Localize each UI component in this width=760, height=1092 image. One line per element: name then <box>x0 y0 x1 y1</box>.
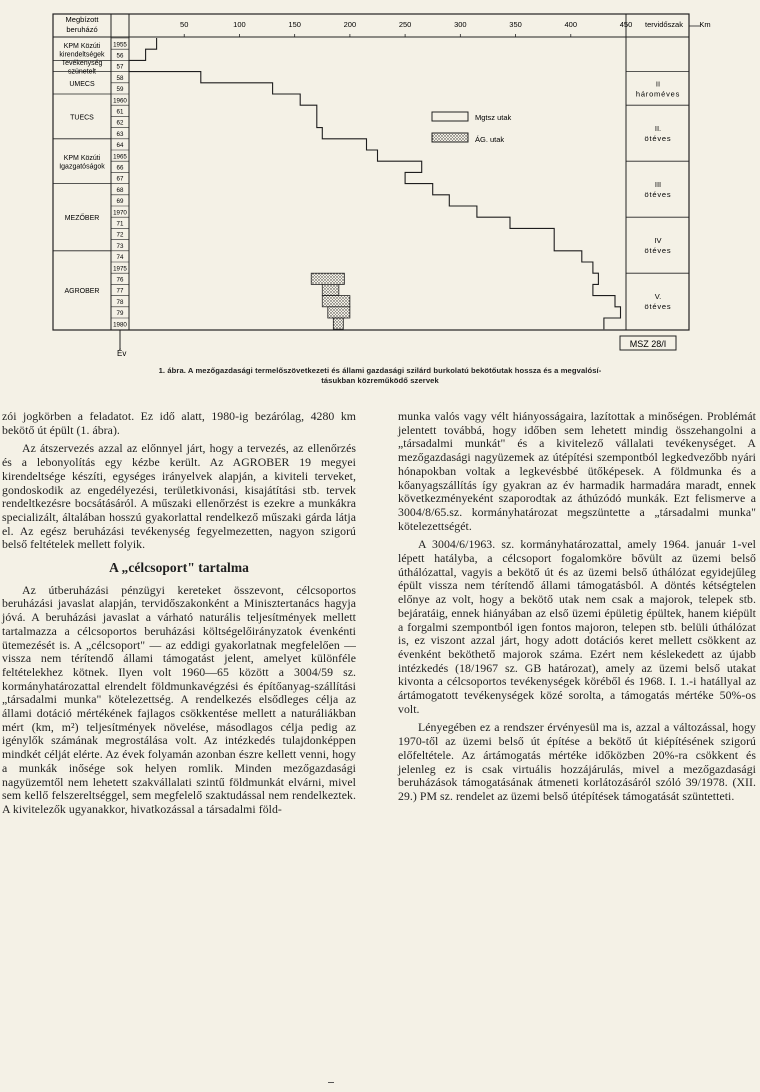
year-label: 76 <box>116 276 124 284</box>
period-name: ötéves <box>644 246 672 256</box>
ag-bar <box>311 273 344 284</box>
investor-label: MEZŐBER <box>64 215 100 223</box>
period-number: IV <box>654 236 662 246</box>
ag-bar <box>322 284 339 295</box>
year-label: 78 <box>116 298 124 306</box>
x-tick-label: 50 <box>180 20 189 29</box>
page-footer-mark <box>328 1082 334 1083</box>
x-tick-label: 450 <box>619 20 633 29</box>
investor-label: UMECS <box>69 80 95 88</box>
left-paragraph-2: Az átszervezés azzal az előnnyel járt, hogy a tervezés, az ellenőrzés és a lebonyolítás egy kézbe került. Az AGROBER 19 megyei kirendeltsége készíti, egységes irányelvek alapján, a kiviteli terveket, gondoskodik az engedélyezési, területkivonási, kisajátítási stb. tervek rendeltkezésre bocsátásáról. A műszaki ellenőrzést is ezekre a munkákra specializált, általában hosszú gyakorlattal rendelkező műszaki gárda látja el. Az egész beruházási tevékenység fegyelmezetten, nagyon szigorú belső feltételek mellett folyik. <box>2 441 356 552</box>
year-label: 1965 <box>113 153 127 161</box>
year-label: 64 <box>116 142 124 150</box>
year-label: 62 <box>116 119 124 127</box>
right-paragraph-2: A 3004/6/1963. sz. kormányhatározattal, amely 1964. január 1-vel lépett hatályba, a célcsoport fogalomköre bővült az üzemi belső úthálózattal, vagyis a bekötő út és az üzemi belső úthálózat egyidejűleg épült vissza nem térítendő állami támogatásból. A döntés kétségtelen előnye az volt, hogy a bekötő utak nem csak a majorok, telepek stb. bejáratáig, ennek hiányában az első üzemi épületig épültek, hanem kiépült a forgalmi szempontból igen fontos majoron, telepen stb. belüli úthálózat is, ez viszont azzal járt, hogy adott dotációs keret mellett csökkent az évenként beköthető majorok száma. Ezért nem késlekedett az újabb intézkedés (18/1967 sz. GB határozat), amely az üzemi belső utakat kivonta a célcsoportos tevékenységek köréből és 1968. I. 1.-i hatállyal az ártámogatott tevékenységek közé sorolta, a támogatás mértéke 50%-os volt. <box>398 537 756 716</box>
period-number: II <box>655 79 661 89</box>
legend-mgtsz-swatch <box>432 112 468 121</box>
x-tick-label: 200 <box>343 20 357 29</box>
investor-label: KPM Közúti <box>63 42 101 50</box>
year-label: 1975 <box>113 265 127 273</box>
year-label: 68 <box>116 186 124 194</box>
year-label: 1960 <box>113 97 127 105</box>
header-label-l1: Megbízott <box>65 15 99 24</box>
figure-caption <box>60 366 700 386</box>
chart-frame <box>53 14 689 330</box>
year-label: 59 <box>116 86 124 94</box>
year-label: 71 <box>116 220 124 228</box>
period-header: tervidőszak <box>645 20 683 29</box>
year-label: 67 <box>116 175 124 183</box>
mgtsz-bar-ends <box>129 38 621 329</box>
year-label: 1980 <box>113 321 127 329</box>
year-label: 57 <box>116 63 124 71</box>
year-label: 69 <box>116 198 124 206</box>
year-label: 74 <box>116 254 124 262</box>
investor-label: KPM Közúti <box>63 154 101 162</box>
year-label: 63 <box>116 130 124 138</box>
left-paragraph-3: Az útberuházási pénzügyi kereteket összevont, célcsoportos beruházási javaslat alapján, tervidőszakonként a Minisztertanács hagyja jóvá. A beruházási javaslat a várható naturális teljesítmények mellett tartalmazza a célcsoportos beruházási költségelőirányzatok évenkénti ütemezését is. A „célcsoport" — az eddigi gyakorlatnak megfelelően — vissza nem térítendő állami támogatást jelent, amelyet különféle feltételekhez kötnek. Ilyen volt 1960—65 között a 3004/59 sz. kormányhatározattal elrendelt földmunkavégzési és építőanyag-szállítási „társadalmi munka" kötelezettség. A rendelkezés elsődleges célja az állami dotáció mértékének fajlagos csökkentése mellett a naturáliákban mért (km, m²) teljesítmények növelése, másodlagos célja pedig az igénylők számának megrostálása volt. Az intézkedés tulajdonképpen mindkét célját elérte. Az évek folyamán azonban észre kellett venni, hogy a munkák inősége sok helyen romlik. Minden mezőgazdasági nagyüzemtől nem lehetett szakvállalati szintű földmunkát elvárni, mivel sem kellő felszereltséggel, sem megfelelő szaktudással nem rendelkeztek. A kivitelezők ugyanakkor, hivatkozással a társadalmi föld- <box>2 582 356 816</box>
legend-mgtsz-label: Mgtsz utak <box>475 113 512 122</box>
x-unit-label: Km <box>699 20 711 29</box>
left-column <box>2 410 356 822</box>
period-name: ötéves <box>644 134 672 144</box>
ag-bar <box>322 296 350 307</box>
period-number: V. <box>654 292 662 302</box>
year-axis-label: Év <box>117 349 127 358</box>
caption-line-2: tásukban közreműködő szervek <box>321 376 439 385</box>
ag-bar <box>333 318 343 329</box>
year-label: 1955 <box>113 41 127 49</box>
investor-label: Igazgatóságok <box>59 163 105 171</box>
investor-label: TUECS <box>70 114 94 122</box>
header-label-l2: beruházó <box>66 25 98 34</box>
period-name: ötéves <box>644 190 672 200</box>
x-tick-label: 150 <box>288 20 301 29</box>
investor-label: AGROBER <box>64 288 100 295</box>
stamp-text: MSZ 28/I <box>629 339 667 349</box>
year-label: 79 <box>116 310 124 318</box>
investor-label: szünetelt <box>67 68 97 76</box>
section-heading: A „célcsoport" tartalma <box>109 560 249 576</box>
caption-line-1: 1. ábra. A mezőgazdasági termelőszövetkezeti és állami gazdasági szilárd burkolatú bekötőutak hossza és a megvalósí- <box>158 366 602 375</box>
year-label: 58 <box>116 74 124 82</box>
legend-ag-label: ÁG. utak <box>475 135 505 144</box>
x-tick-label: 100 <box>233 20 246 29</box>
left-paragraph-1: zói jogkörben a feladatot. Ez idő alatt, 1980-ig bezárólag, 4280 km bekötő út épült (1. ábra). <box>2 409 356 437</box>
year-label: 73 <box>116 242 124 250</box>
investor-label: Tevékenység <box>61 59 103 67</box>
year-label: 72 <box>116 231 124 239</box>
right-paragraph-1: munka valós vagy vélt hiányosságaira, lazítottak a minőségen. Problémát jelentett továbbá, hogy időben sem lehetett mindig összehangolni a „társadalmi munkát" és a kivitelező vállalati tevékenységet. A mezőgazdasági nagyüzemek az útépítési szempontból legkedvezőbb nyári hónapokban voltak a legkevésbbé ütőképesek. A földmunka és a kőanyagszállítás így gyakran az év harmadik harmadára maradt, ennek következményeként szaporodtak az áthúzódó munkák. Ezt felismerve a 3004/8/65.sz. kormányhatározat megszüntette a „társadalmi munka" kötelezettségét. <box>398 409 756 533</box>
year-label: 66 <box>116 164 124 172</box>
legend-ag-swatch <box>432 133 468 142</box>
x-tick-label: 350 <box>509 20 522 29</box>
x-tick-label: 300 <box>454 20 467 29</box>
year-label: 56 <box>116 52 124 60</box>
period-number: III <box>654 180 662 190</box>
period-name: hároméves <box>635 89 681 99</box>
investor-label: kirendeltségek <box>59 51 105 59</box>
period-name: ötéves <box>644 302 672 312</box>
year-label: 61 <box>116 108 124 116</box>
x-tick-label: 400 <box>564 20 578 29</box>
year-label: 77 <box>116 287 124 295</box>
x-tick-label: 250 <box>398 20 412 29</box>
road-length-chart <box>0 0 760 362</box>
right-column <box>398 410 756 809</box>
right-paragraph-3: Lényegében ez a rendszer érvényesül ma is, azzal a változással, hogy 1970-től az üzemi belső út építése a bekötő út kiépítésének szigorú előfeltétele. Az ártámogatás mértéke időközben 20%-ra csökkent és jelenleg ez is csak virtuális hozzájárulás, mivel a mezőgazdasági beruházások támogatásának átmeneti korlátozásáról szóló 39/1978. (XII. 29.) PM sz. rendelet az üzemi belső útépítések támogatását szüntetteti. <box>398 720 756 803</box>
period-number: II. <box>654 124 662 134</box>
ag-bar <box>328 307 350 318</box>
year-label: 1970 <box>113 209 127 217</box>
